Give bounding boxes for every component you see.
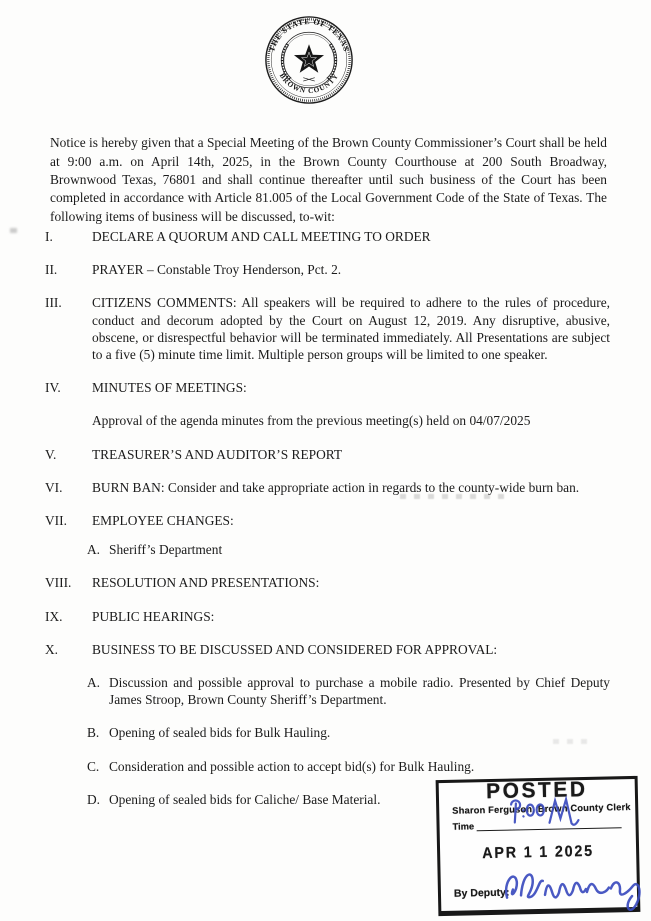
indent-spacer (45, 412, 92, 429)
agenda-item-vi (45, 479, 610, 496)
handwritten-time-ink (497, 796, 586, 830)
subitem-text: Consideration and possible action to accept bid(s) for Bulk Hauling. (109, 758, 475, 774)
agenda-item-i (45, 228, 610, 245)
item-numeral: V. (45, 446, 57, 462)
agenda-item-v (45, 446, 610, 463)
agenda-item-vii (45, 512, 610, 529)
deputy-signature-ink (498, 854, 651, 919)
seal-bottom-text: BROWN COUNTY (277, 71, 341, 96)
seal-graphic (261, 15, 357, 105)
item-text: EMPLOYEE CHANGES: (92, 513, 234, 529)
item-numeral: IV. (45, 380, 61, 396)
posted-date: APR 1 1 2025 (482, 842, 595, 863)
agenda-subitem-x-a (87, 674, 610, 708)
agenda-item-iii (45, 294, 610, 363)
brown-county-texas-seal (261, 15, 357, 105)
clerk-name-line: Sharon Ferguson, Brown County Clerk (452, 802, 631, 816)
item-numeral: VI. (45, 479, 63, 495)
notice-paragraph: Notice is hereby given that a Special Meeting of the Brown County Commissioner’s Court shall be held at 9:00 a.m. on April 14th, 2025, in the Brown County Courthouse at 200 South Broadway, Brownwood Texas, 76801 and shall continue thereafter until such business of the Court has been completed in accordance with Article 81.005 of the Local Government Code of the State of Texas. The following items of business will be discussed, to-wit: (50, 135, 607, 224)
item-text: BUSINESS TO BE DISCUSSED AND CONSIDERED FOR APPROVAL: (92, 641, 498, 657)
subitem-letter: C. (87, 758, 100, 774)
subitem-text: Opening of sealed bids for Bulk Hauling. (109, 725, 331, 741)
agenda-item-viii (45, 574, 610, 591)
seal-top-text: THE STATE OF TEXAS (267, 17, 351, 53)
item-text: PUBLIC HEARINGS: (92, 608, 215, 624)
item-text: TREASURER’S AND AUDITOR’S REPORT (92, 446, 343, 462)
scan-artifact (400, 494, 504, 499)
agenda-list (45, 228, 610, 824)
subitem-text: Opening of sealed bids for Caliche/ Base Material. (109, 791, 381, 807)
item-text: DECLARE A QUORUM AND CALL MEETING TO ORDER (92, 229, 431, 244)
item-text: PRAYER – Constable Troy Henderson, Pct. 2. (92, 262, 342, 278)
posted-stamp-title: POSTED (485, 777, 588, 804)
agenda-item-iv (45, 379, 610, 396)
item-numeral: IX. (45, 608, 63, 624)
subitem-text: Discussion and possible approval to purchase a mobile radio. Presented by Chief Deputy James Stroop, Brown County Sheriff’s Department. (109, 675, 610, 708)
subitem-letter: A. (87, 542, 101, 558)
item-numeral: III. (45, 295, 62, 311)
item-text: MINUTES OF MEETINGS: (92, 380, 247, 396)
item-text: RESOLUTION AND PRESENTATIONS: (92, 575, 320, 591)
subitem-letter: B. (87, 725, 100, 741)
subitem-text: Sheriff’s Department (109, 542, 223, 558)
agenda-item-iv-note (45, 412, 610, 429)
item-numeral: VII. (45, 513, 67, 529)
agenda-item-ii (45, 261, 610, 278)
agenda-subitem-x-b (87, 724, 610, 741)
star-icon (294, 44, 324, 73)
item-note-text: Approval of the agenda minutes from the previous meeting(s) held on 04/07/2025 (92, 413, 531, 429)
subitem-letter: D. (87, 791, 101, 807)
scan-artifact (553, 739, 587, 744)
item-numeral: II. (45, 262, 58, 278)
posted-stamp (436, 776, 641, 916)
agenda-subitem-x-c (87, 758, 610, 775)
agenda-item-ix (45, 608, 610, 625)
item-text: CITIZENS COMMENTS: All speakers will be required to adhere to the rules of procedure, conduct and decorum adopted by the Court on August 12, 2019. Any disruptive, abusive, obscene, or disrespectful behavior will be terminated immediately. All Presentations are subject to a five (5) minute time limit. Multiple person groups will be limited to one speaker. (92, 295, 610, 363)
agenda-item-x (45, 641, 610, 658)
subitem-letter: A. (87, 675, 101, 691)
item-numeral: VIII. (45, 575, 72, 591)
scan-artifact (10, 228, 17, 233)
time-label: Time (452, 821, 475, 832)
item-numeral: I. (45, 229, 53, 244)
deputy-label: By Deputy: (453, 886, 510, 900)
agenda-subitem-vii-a (87, 541, 610, 558)
item-numeral: X. (45, 641, 59, 657)
item-text: BURN BAN: Consider and take appropriate action in regards to the county-wide burn ban. (92, 479, 580, 495)
